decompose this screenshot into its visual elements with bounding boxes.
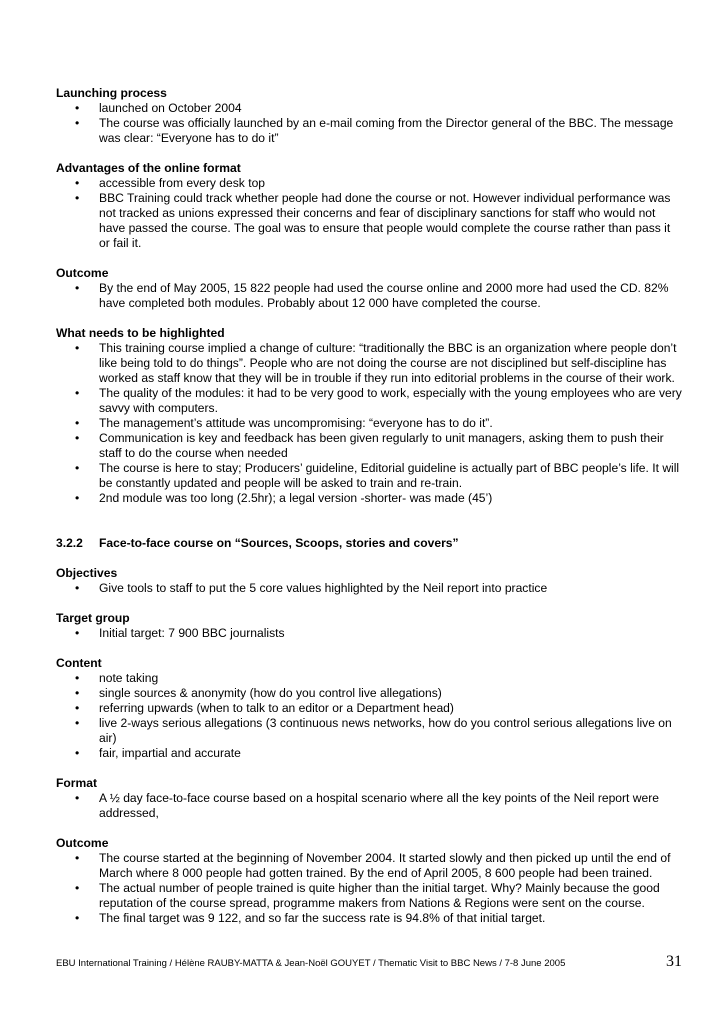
bullet-item: • BBC Training could track whether people had done the course or not. However individual performance was not tracked as unions expressed their concerns and fear of disciplinary sanctions for staff who would not have passed the course. The goal was to ensure that people would complete the course rather than pass it or fail it. [56,191,682,251]
bullet-item: • The quality of the modules: it had to be very good to work, especially with the young employees who are very savvy with computers. [56,386,682,416]
section [56,836,682,926]
bullet-list [56,791,682,821]
bullet-item: • The course was officially launched by an e-mail coming from the Director general of the BBC. The message was clear: “Everyone has to do it” [56,116,682,146]
bullet-item: • live 2-ways serious allegations (3 continuous news networks, how do you control serious allegations live on air) [56,716,682,746]
section-heading: Advantages of the online format [56,161,241,175]
bullet-list [56,581,682,596]
bullet-item: • A ½ day face-to-face course based on a hospital scenario where all the key points of the Neil report were addressed, [56,791,682,821]
page-number: 31 [666,953,682,970]
bullet-item: • The management’s attitude was uncompromising: “everyone has to do it”. [56,416,682,431]
bullet-item: • This training course implied a change of culture: “traditionally the BBC is an organization where people don’t like being told to do things”. People who are not doing the course are not disciplined but self-discipline has worked as staff know that they will be in trouble if they run into editorial problems in the course of their work. [56,341,682,386]
bullet-list [56,341,682,506]
bullet-list [56,176,682,251]
section [56,566,682,596]
bullet-item: • Initial target: 7 900 BBC journalists [56,626,682,641]
page-footer [56,953,682,970]
subsection-number: 3.2.2 [56,536,83,550]
section-heading: Outcome [56,836,109,850]
bullet-item: • The course is here to stay; Producers’ guideline, Editorial guideline is actually part of BBC people’s life. It will be constantly updated and people will be asked to train and re-train. [56,461,682,491]
section [56,161,682,251]
section-heading: Content [56,656,102,670]
section-heading: Launching process [56,86,167,100]
subsection-title: Face-to-face course on “Sources, Scoops, stories and covers” [99,536,459,550]
bullet-item: • 2nd module was too long (2.5hr); a legal version -shorter- was made (45’) [56,491,682,506]
bullet-item: • fair, impartial and accurate [56,746,682,761]
bullet-item: • Communication is key and feedback has been given regularly to unit managers, asking them to push their staff to do the course when needed [56,431,682,461]
section [56,86,682,146]
bullet-item: • note taking [56,671,682,686]
bullet-item: • By the end of May 2005, 15 822 people had used the course online and 2000 more had used the CD. 82% have completed both modules. Probably about 12 000 have completed the course. [56,281,682,311]
bullet-list [56,671,682,761]
section [56,776,682,821]
bullet-item: • Give tools to staff to put the 5 core values highlighted by the Neil report into practice [56,581,682,596]
section-heading: Format [56,776,97,790]
bullet-list [56,851,682,926]
bullet-list [56,626,682,641]
bullet-item: • referring upwards (when to talk to an editor or a Department head) [56,701,682,716]
subsection-heading [56,536,682,551]
bullet-item: • The final target was 9 122, and so far the success rate is 94.8% of that initial target. [56,911,682,926]
section [56,326,682,506]
section-heading: Objectives [56,566,118,580]
bullet-item: • launched on October 2004 [56,101,682,116]
section [56,611,682,641]
bullet-list [56,101,682,146]
bullet-list [56,281,682,311]
sections-group-b [56,566,682,926]
section-heading: Outcome [56,266,109,280]
section-heading: What needs to be highlighted [56,326,225,340]
section [56,266,682,311]
section-heading: Target group [56,611,130,625]
bullet-item: • single sources & anonymity (how do you control live allegations) [56,686,682,701]
page-content [56,86,682,941]
footer-text: EBU International Training / Hélène RAUBY-MATTA & Jean-Noël GOUYET / Thematic Visit to BBC News / 7-8 June 2005 [56,958,566,969]
bullet-item: • The course started at the beginning of November 2004. It started slowly and then picked up until the end of March where 8 000 people had gotten trained. By the end of April 2005, 8 600 people had been trained. [56,851,682,881]
bullet-item: • accessible from every desk top [56,176,682,191]
bullet-item: • The actual number of people trained is quite higher than the initial target. Why? Mainly because the good reputation of the course spread, programme makers from Nations & Regions were sent on the course. [56,881,682,911]
section [56,656,682,761]
sections-group-a [56,86,682,506]
